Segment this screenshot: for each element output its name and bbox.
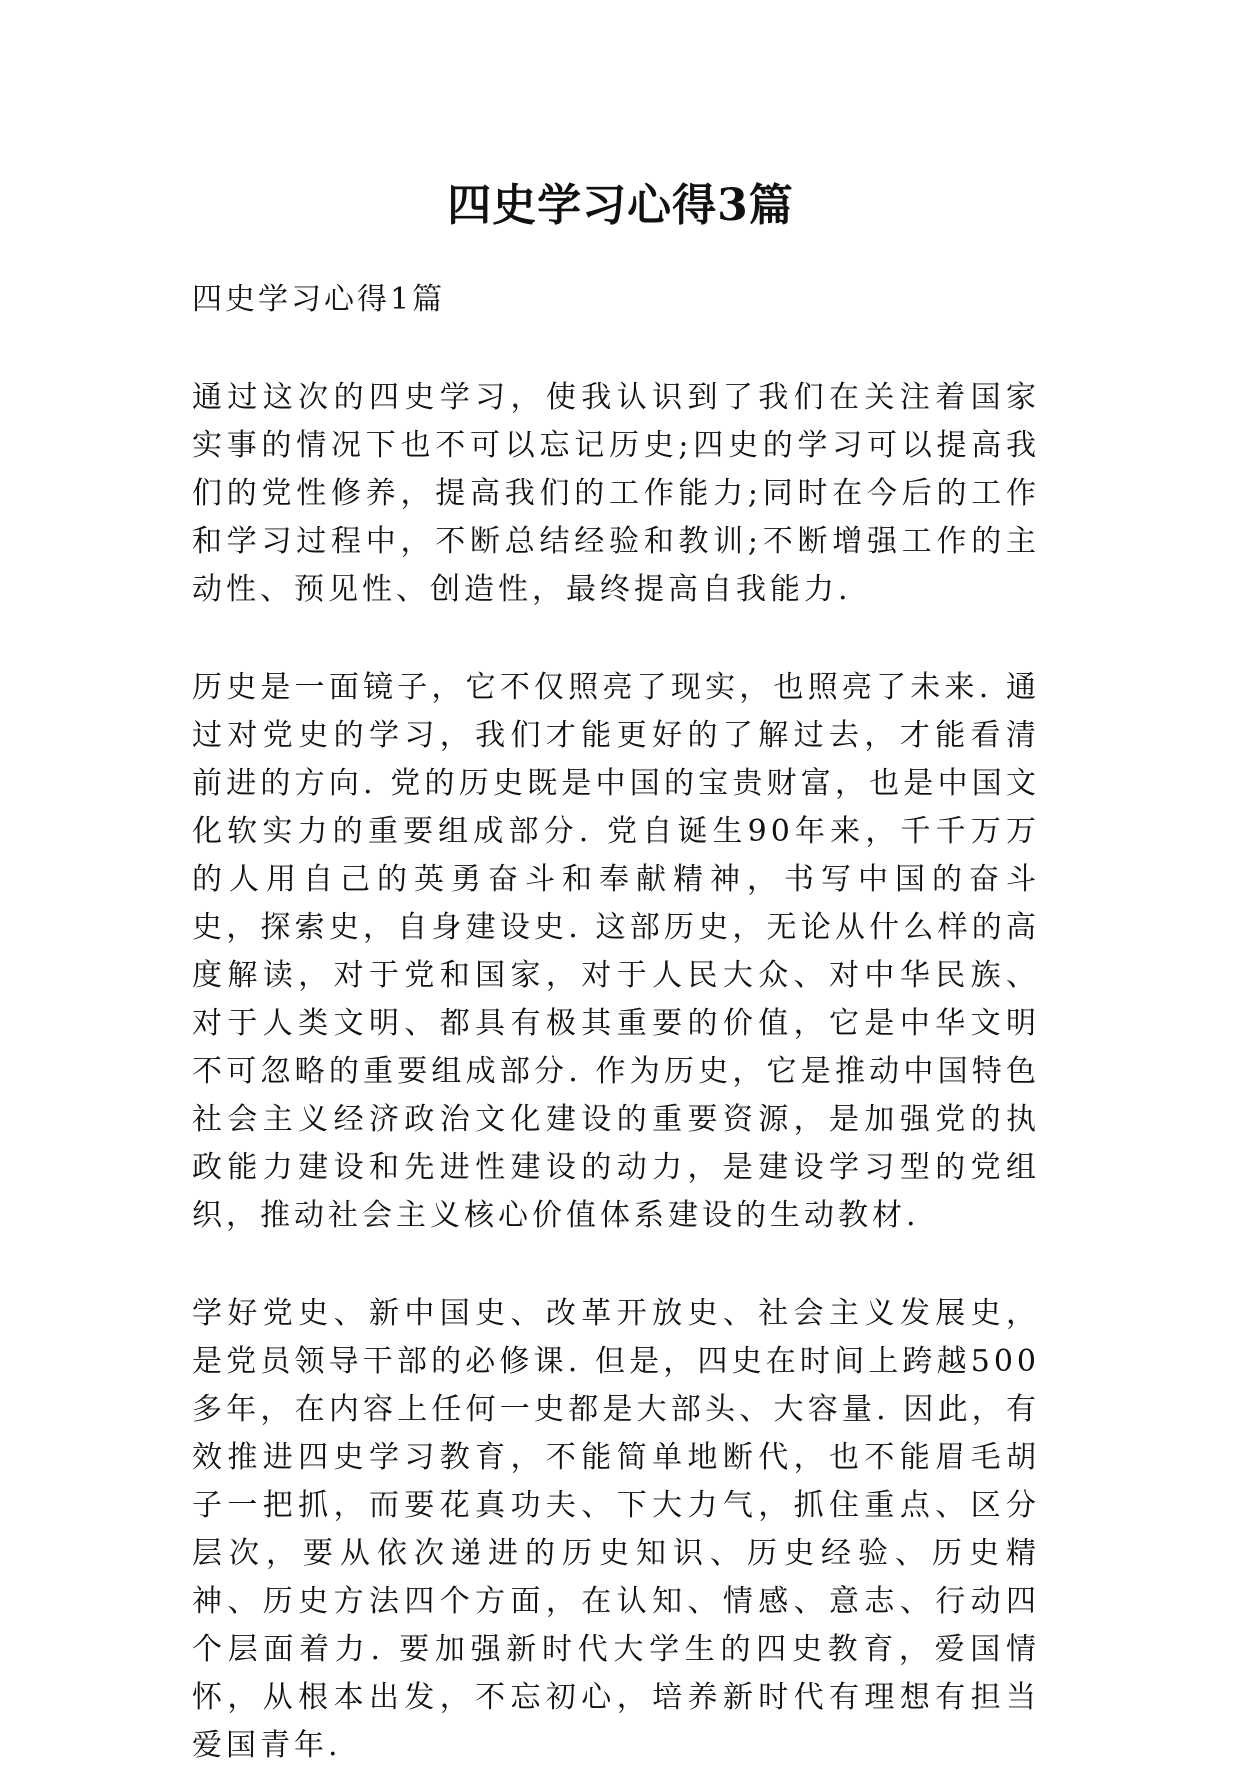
document-title: 四史学习心得3篇 — [447, 180, 794, 231]
paragraph-2: 历史是一面镜子，它不仅照亮了现实，也照亮了未来. 通过对党史的学习，我们才能更好的了解过去，才能看清前进的方向. 党的历史既是中国的宝贵财富，也是中国文化软实力的重要组成部分. 党自诞生90年来，千千万万的人用自己的英勇奋斗和奉献精神，书写中国的奋斗史，探索史，自身建设史. 这部历史，无论从什么样的高度解读，对于党和国家，对于人民大众、对中华民族、对于人类文明、都具有极其重要的价值，它是中华文明不可忽略的重要组成部分. 作为历史，它是推动中国特色社会主义经济政治文化建设的重要资源，是加强党的执政能力建设和先进性建设的动力，是建设学习型的党组织，推动社会主义核心价值体系建设的生动教材. — [192, 670, 1040, 1233]
paragraph-1: 通过这次的四史学习，使我认识到了我们在关注着国家实事的情况下也不可以忘记历史;四史的学习可以提高我们的党性修养，提高我们的工作能力;同时在今后的工作和学习过程中，不断总结经验和教训;不断增强工作的主动性、预见性、创造性，最终提高自我能力. — [192, 380, 1040, 607]
document-body — [192, 276, 1040, 1770]
section-heading: 四史学习心得1篇 — [192, 282, 446, 317]
paragraph-3: 学好党史、新中国史、改革开放史、社会主义发展史，是党员领导干部的必修课. 但是，四史在时间上跨越500多年，在内容上任何一史都是大部头、大容量. 因此，有效推进四史学习教育，不能简单地断代，也不能眉毛胡子一把抓，而要花真功夫、下大力气，抓住重点、区分层次，要从依次递进的历史知识、历史经验、历史精神、历史方法四个方面，在认知、情感、意志、行动四个层面着力. 要加强新时代大学生的四史教育，爱国情怀，从根本出发，不忘初心，培养新时代有理想有担当爱国青年. — [192, 1296, 1040, 1763]
